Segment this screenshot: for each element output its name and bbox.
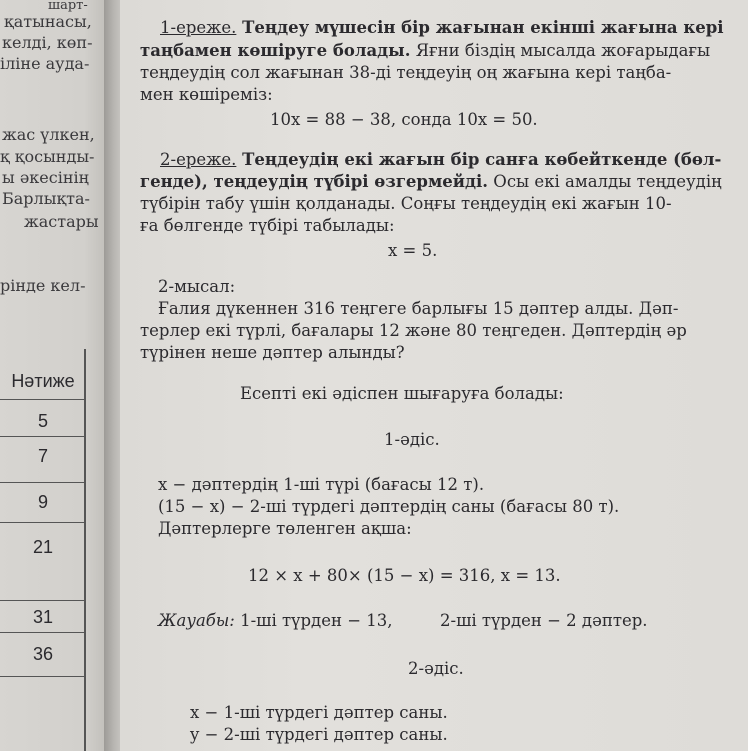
left-fragment: Барлықта- bbox=[2, 189, 90, 208]
left-fragment: рінде кел- bbox=[0, 276, 86, 295]
rule2-line2 bbox=[140, 172, 722, 192]
rule1-line2 bbox=[140, 41, 710, 61]
rule1-label: 1-ереже. bbox=[160, 18, 237, 37]
rule1-line4: мен көшіреміз: bbox=[140, 85, 273, 104]
left-fragment: жастары bbox=[24, 212, 99, 231]
left-fragment: ы әкесінің bbox=[2, 168, 89, 187]
answer-label: Жауабы: bbox=[158, 611, 235, 630]
left-fragment: іліне ауда- bbox=[0, 54, 90, 73]
rule1-line3: теңдеудің сол жағынан 38-ді теңдеуің оң жағына кері таңба- bbox=[140, 63, 672, 82]
left-fragment: қ қосынды- bbox=[0, 147, 95, 166]
method1-line2: (15 − x) − 2-ші түрдегі дәптердің саны (бағасы 80 т). bbox=[158, 497, 620, 516]
rule1-bold-text: Теңдеу мүшесін бір жағынан екінші жағына кері bbox=[236, 18, 724, 37]
rule2-bold-text: Теңдеудің екі жағын бір санға көбейткенде (бөл- bbox=[236, 150, 722, 169]
rule2-line3: түбірін табу үшін қолданады. Соңғы теңдеудің екі жағын 10- bbox=[140, 194, 672, 213]
table-cell: 7 bbox=[0, 438, 86, 483]
rule2-formula: x = 5. bbox=[388, 241, 438, 260]
left-fragment: жас үлкен, bbox=[2, 125, 95, 144]
table-cell: 21 bbox=[0, 524, 86, 601]
example2-line1: Ғалия дүкеннен 316 теңгеге барлығы 15 дәптер алды. Дәп- bbox=[158, 299, 679, 318]
method1-line3: Дәптерлерге төленген ақша: bbox=[158, 519, 412, 538]
answer-line bbox=[158, 611, 393, 631]
left-page bbox=[0, 0, 112, 751]
rule1-bold-text-2: таңбамен көшіруге болады. bbox=[140, 41, 411, 60]
rule1-text: Яғни біздің мысалда жоғарыдағы bbox=[410, 41, 711, 60]
rule1-line1 bbox=[160, 18, 724, 38]
example2-line2: терлер екі түрлі, бағалары 12 және 80 теңгеден. Дәптердің әр bbox=[140, 321, 687, 340]
answer-part2: 2-ші түрден − 2 дәптер. bbox=[440, 611, 648, 630]
rule2-line1 bbox=[160, 150, 721, 170]
rule2-label: 2-ереже. bbox=[160, 150, 237, 169]
left-fragment: келді, көп- bbox=[2, 33, 93, 52]
right-page bbox=[120, 0, 748, 751]
method2-line1: x − 1-ші түрдегі дәптер саны. bbox=[190, 703, 448, 722]
method1-formula: 12 × x + 80× (15 − x) = 316, x = 13. bbox=[248, 566, 561, 585]
example2-line3: түрінен неше дәптер алынды? bbox=[140, 343, 405, 362]
left-fragment: қатынасы, bbox=[4, 12, 92, 31]
method2-title: 2-әдіс. bbox=[408, 659, 464, 678]
table-cell: 31 bbox=[0, 602, 86, 633]
example2-title: 2-мысал: bbox=[158, 277, 236, 296]
left-fragment: шарт- bbox=[48, 0, 88, 13]
rule2-line4: ға бөлгенде түбірі табылады: bbox=[140, 216, 395, 235]
table-cell: 5 bbox=[0, 401, 86, 437]
rule2-text: Осы екі амалды теңдеудің bbox=[488, 172, 722, 191]
table-cell: 36 bbox=[0, 634, 86, 677]
methods-intro: Есепті екі әдіспен шығаруға болады: bbox=[240, 384, 564, 403]
method1-title: 1-әдіс. bbox=[384, 430, 440, 449]
rule2-bold-text-2: генде), теңдеудің түбірі өзгермейді. bbox=[140, 172, 489, 191]
table-header: Нәтиже bbox=[0, 366, 86, 400]
table-cell: 9 bbox=[0, 484, 86, 523]
rule1-formula: 10x = 88 − 38, сонда 10x = 50. bbox=[270, 110, 538, 129]
answer-part1: 1-ші түрден − 13, bbox=[234, 611, 393, 630]
method2-line2: y − 2-ші түрдегі дәптер саны. bbox=[190, 725, 448, 744]
method1-line1: x − дәптердің 1-ші түрі (бағасы 12 т). bbox=[158, 475, 485, 494]
